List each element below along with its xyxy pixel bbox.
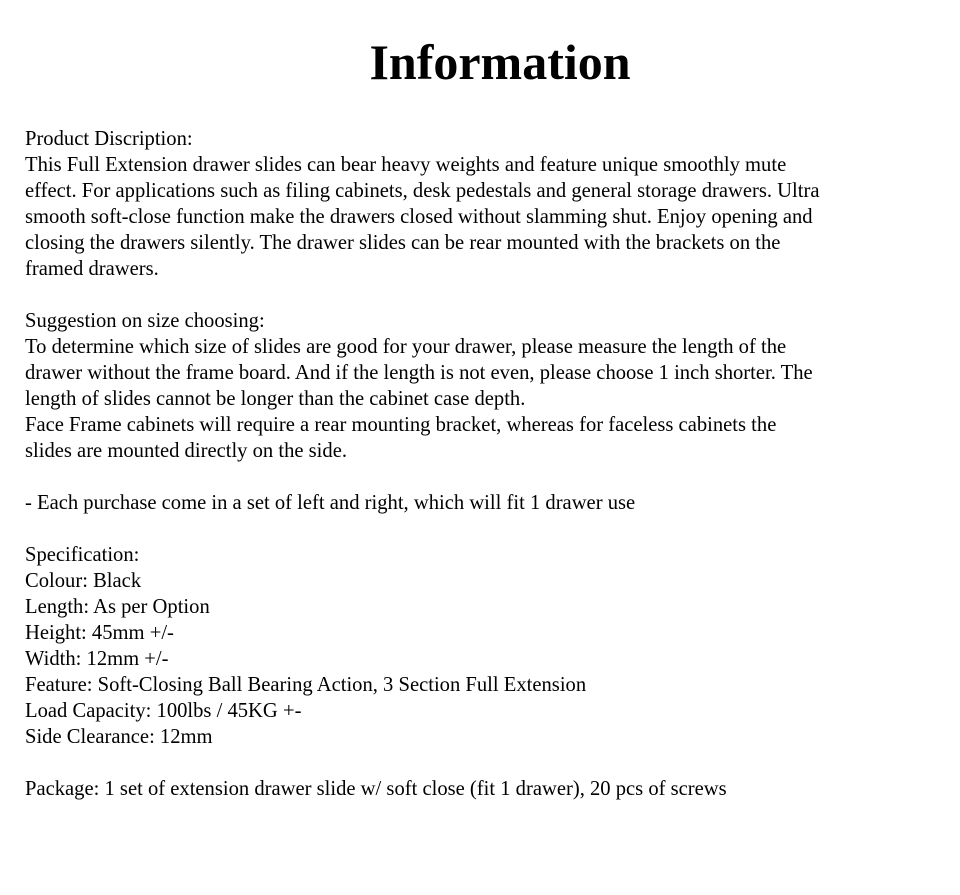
paragraph-gap	[25, 282, 925, 308]
purchase-note: - Each purchase come in a set of left and right, which will fit 1 drawer use	[25, 492, 636, 514]
product-information-text	[25, 126, 925, 802]
package-contents: Package: 1 set of extension drawer slide w/ soft close (fit 1 drawer), 20 pcs of screws	[25, 778, 727, 800]
description-line: smooth soft-close function make the drawers closed without slamming shut. Enjoy opening and	[25, 206, 813, 228]
suggestion-line: length of slides cannot be longer than the cabinet case depth.	[25, 388, 526, 410]
specification-heading: Specification:	[25, 544, 140, 566]
spec-feature: Feature: Soft-Closing Ball Bearing Action, 3 Section Full Extension	[25, 674, 587, 696]
suggestion-line: To determine which size of slides are good for your drawer, please measure the length of the	[25, 336, 787, 358]
page-title: Information	[369, 34, 631, 90]
suggestion-line: drawer without the frame board. And if the length is not even, please choose 1 inch shorter. The	[25, 362, 813, 384]
description-line: This Full Extension drawer slides can bear heavy weights and feature unique smoothly mute	[25, 154, 787, 176]
paragraph-gap	[25, 750, 925, 776]
suggestion-line: slides are mounted directly on the side.	[25, 440, 347, 462]
spec-height: Height: 45mm +/-	[25, 622, 174, 644]
paragraph-gap	[25, 516, 925, 542]
spec-load-capacity: Load Capacity: 100lbs / 45KG +-	[25, 700, 302, 722]
spec-side-clearance: Side Clearance: 12mm	[25, 726, 213, 748]
description-line: framed drawers.	[25, 258, 159, 280]
spec-colour: Colour: Black	[25, 570, 142, 592]
description-line: closing the drawers silently. The drawer slides can be rear mounted with the brackets on the	[25, 232, 781, 254]
paragraph-gap	[25, 464, 925, 490]
suggestion-heading: Suggestion on size choosing:	[25, 310, 265, 332]
spec-width: Width: 12mm +/-	[25, 648, 169, 670]
suggestion-line: Face Frame cabinets will require a rear mounting bracket, whereas for faceless cabinets the	[25, 414, 777, 436]
spec-length: Length: As per Option	[25, 596, 210, 618]
description-heading: Product Discription:	[25, 128, 193, 150]
description-line: effect. For applications such as filing cabinets, desk pedestals and general storage drawers. Ultra	[25, 180, 820, 202]
